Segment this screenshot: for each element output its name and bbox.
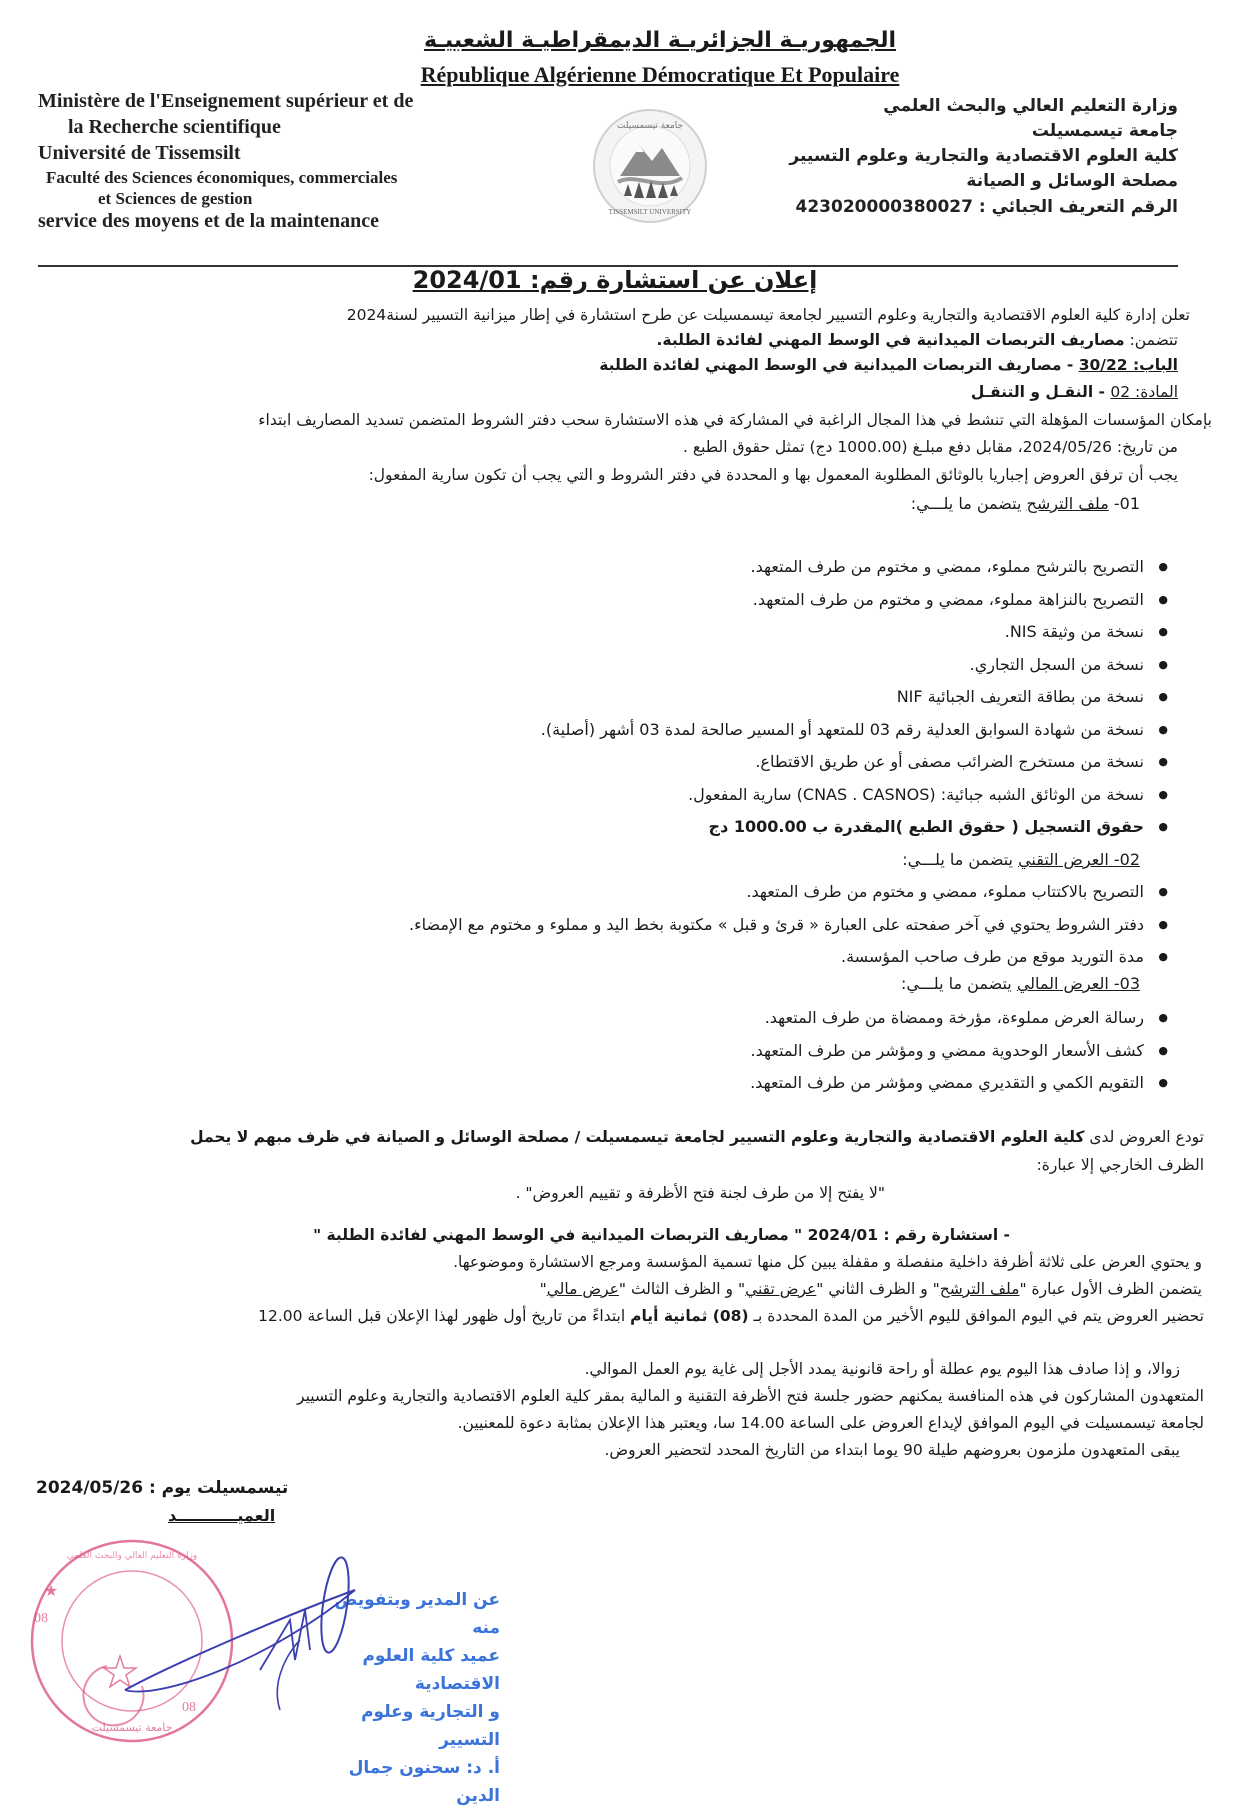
envelope-line7: يبقى المتعهدون ملزمون بعروضهم طيلة 90 يوما ابتداء من التاريخ المحدد لتحضير العروض. bbox=[604, 1441, 1180, 1459]
eligibility-line1: بإمكان المؤسسات المؤهلة التي تنشط في هذا المجال الراغبة في المشاركة في هذه الاستشارة سحب دفتر الشروط المتضمن تسديد المصاريف ابتداء bbox=[258, 411, 1212, 429]
list-item: ● نسخة من وثيقة NIS. bbox=[170, 616, 1170, 649]
list-item: ● كشف الأسعار الوحدوية ممضي و ومؤشر من طرف المتعهد. bbox=[170, 1035, 1170, 1068]
deposit-quote: "لا يفتح إلا من طرف لجنة فتح الأظرفة و تقييم العروض" . bbox=[515, 1184, 885, 1202]
section-03-list bbox=[170, 1002, 1170, 1100]
intro-subject-value: مصاريف التربصات الميدانية في الوسط المهني لفائدة الطلبة. bbox=[656, 331, 1125, 349]
list-item: ● التصريح بالترشح مملوء، ممضي و مختوم من طرف المتعهد. bbox=[170, 551, 1170, 584]
svg-text:جامعة تيسمسيلت: جامعة تيسمسيلت bbox=[91, 1721, 173, 1734]
article-label: المادة: 02 bbox=[1110, 383, 1178, 401]
intro-subject-label: تتضمن: bbox=[1124, 331, 1178, 349]
fr-university: Université de Tissemsilt bbox=[38, 142, 241, 164]
announcement-title: إعلان عن استشارة رقم: 2024/01 bbox=[412, 266, 818, 294]
svg-text:جامعة تيسمسيلت: جامعة تيسمسيلت bbox=[616, 121, 684, 131]
signature-line: عميد كلية العلوم الاقتصادية bbox=[362, 1646, 500, 1694]
list-item: ● حقوق التسجيل ( حقوق الطبع )المقدرة ب 1000.00 دج bbox=[170, 811, 1170, 844]
svg-text:وزارة التعليم العالي والبحث ال: وزارة التعليم العالي والبحث العلمي bbox=[66, 1551, 198, 1561]
list-item: ● رسالة العرض مملوءة، مؤرخة وممضاة من طرف المتعهد. bbox=[170, 1002, 1170, 1035]
intro-subject bbox=[657, 331, 1178, 349]
svg-text:08: 08 bbox=[34, 1611, 48, 1626]
list-item: ● نسخة من السجل التجاري. bbox=[170, 649, 1170, 682]
ar-tax-id: الرقم التعريف الجبائي : 423020000380027 bbox=[795, 197, 1178, 217]
french-republic-title: République Algérienne Démocratique Et Populaire bbox=[420, 62, 900, 87]
section-01-list bbox=[170, 551, 1170, 844]
svg-text:★: ★ bbox=[44, 1583, 59, 1600]
envelope-heading: - استشارة رقم : 2024/01 " مصاريف التربصات الميدانية في الوسط المهني لفائدة الطلبة " bbox=[313, 1226, 1010, 1244]
fr-faculty-line2: et Sciences de gestion bbox=[98, 189, 253, 208]
arabic-republic-title: الجمهوريـة الجزائريـة الديمقراطيـة الشعبيـة bbox=[423, 28, 896, 53]
section-01-heading: 01- ملف الترشح يتضمن ما يلـــي: bbox=[910, 494, 1140, 513]
signature-scribble-icon bbox=[120, 1550, 360, 1720]
chapter-label: الباب: 30/22 bbox=[1078, 356, 1178, 374]
section-02-heading: 02- العرض التقني يتضمن ما يلـــي: bbox=[902, 850, 1140, 869]
section-02-list bbox=[170, 876, 1170, 974]
list-item: ● التصريح بالاكتتاب مملوء، ممضي و مختوم من طرف المتعهد. bbox=[170, 876, 1170, 909]
ar-university: جامعة تيسمسيلت bbox=[1031, 121, 1178, 141]
signature-line: أ. د: سحنون جمال الدين bbox=[348, 1758, 500, 1806]
list-item: ● مدة التوريد موقع من طرف صاحب المؤسسة. bbox=[170, 941, 1170, 974]
envelope-line3: تحضير العروض يتم في اليوم الموافق لليوم الأخير من المدة المحددة بـ (08) ثمانية أيام ابتداءً من تاريخ أول ظهور لهذا الإعلان قبل الساعة 12.00 bbox=[258, 1307, 1204, 1325]
fr-ministry-line1: Ministère de l'Enseignement supérieur et de bbox=[38, 90, 414, 112]
intro-line: تعلن إدارة كلية العلوم الاقتصادية والتجارية وعلوم التسيير لجامعة تيسمسيلت عن طرح استشارة في إطار ميزانية التسيير لسنة2024 bbox=[346, 306, 1190, 324]
envelope-line6: لجامعة تيسمسيلت في اليوم الموافق لإيداع العروض على الساعة 14.00 سا، ويعتبر هذا الإعلان بمثابة دعوة للمعنيين. bbox=[457, 1414, 1204, 1432]
logo-emblem-icon bbox=[590, 106, 710, 226]
list-item: ● نسخة من شهادة السوابق العدلية رقم 03 للمتعهد أو المسير صالحة لمدة 03 أشهر (أصلية). bbox=[170, 714, 1170, 747]
article-line bbox=[971, 383, 1178, 401]
ar-faculty: كلية العلوم الاقتصادية والتجارية وعلوم التسيير bbox=[789, 146, 1178, 166]
ar-service: مصلحة الوسائل و الصيانة bbox=[966, 171, 1178, 191]
fr-service: service des moyens et de la maintenance bbox=[38, 210, 380, 232]
deposit-line1: تودع العروض لدى كلية العلوم الاقتصادية والتجارية وعلوم التسيير لجامعة تيسمسيلت / مصلحة الوسائل و الصيانة في ظرف مبهم لا يحمل bbox=[190, 1128, 1204, 1146]
fr-faculty-line1: Faculté des Sciences économiques, commerciales bbox=[46, 168, 398, 187]
eligibility-line2: من تاريخ: 2024/05/26، مقابل دفع مبلـغ (1000.00 دج) تمثل حقوق الطبع . bbox=[683, 438, 1178, 456]
dean-title: العميـــــــــــد bbox=[168, 1506, 276, 1525]
section-03-heading: 03- العرض المالي يتضمن ما يلـــي: bbox=[900, 974, 1140, 993]
signature-line: عن المدير وبتفويض منه bbox=[334, 1590, 500, 1638]
chapter-line bbox=[599, 356, 1178, 374]
fr-ministry-line2: la Recherche scientifique bbox=[68, 116, 281, 138]
list-item: ● التصريح بالنزاهة مملوء، ممضي و مختوم من طرف المتعهد. bbox=[170, 584, 1170, 617]
university-logo bbox=[590, 106, 710, 226]
envelope-line5: المتعهدون المشاركون في هذه المنافسة يمكنهم حضور جلسة فتح الأظرفة التقنية و المالية بمقر كلية العلوم الاقتصادية والتجارية وعلوم التسيير bbox=[297, 1387, 1204, 1405]
svg-text:TISSEMSILT UNIVERSITY: TISSEMSILT UNIVERSITY bbox=[608, 208, 692, 216]
chapter-text: - مصاريف التربصات الميدانية في الوسط المهني لفائدة الطلبة bbox=[599, 356, 1079, 374]
handwritten-signature bbox=[120, 1550, 360, 1720]
envelope-line2: يتضمن الظرف الأول عبارة "ملف الترشح" و الظرف الثاني "عرض تقني" و الظرف الثالث "عرض مالي" bbox=[539, 1280, 1202, 1298]
list-item: ● نسخة من بطاقة التعريف الجبائية NIF bbox=[170, 681, 1170, 714]
signature-line: و التجارية وعلوم التسيير bbox=[361, 1702, 500, 1750]
article-text: - النقـل و التنقـل bbox=[970, 383, 1111, 401]
envelope-line1: و يحتوي العرض على ثلاثة أظرفة داخلية منفصلة و مقفلة يبين كل منها تسمية المؤسسة ومرجع الاستشارة وموضوعها. bbox=[453, 1253, 1202, 1271]
place-date: تيسمسيلت يوم : 2024/05/26 bbox=[36, 1478, 289, 1498]
list-item: ● دفتر الشروط يحتوي في آخر صفحته على العبارة « قرئ و قبل » مكتوبة بخط اليد و مملوء و مختوم مع الإمضاء. bbox=[170, 909, 1170, 942]
deposit-line2: الظرف الخارجي إلا عبارة: bbox=[1036, 1156, 1204, 1174]
envelope-line4: زوالا، و إذا صادف هذا اليوم يوم عطلة أو راحة قانونية يمدد الأجل إلى غاية يوم العمل الموالي. bbox=[584, 1360, 1180, 1378]
list-item: ● نسخة من الوثائق الشبه جبائية: (CNAS . CASNOS) سارية المفعول. bbox=[170, 779, 1170, 812]
requirements-line: يجب أن ترفق العروض إجباريا بالوثائق المطلوبة المعمول بها و المحددة في دفتر الشروط و التي يجب أن تكون سارية المفعول: bbox=[368, 466, 1178, 484]
ar-ministry: وزارة التعليم العالي والبحث العلمي bbox=[883, 96, 1178, 116]
svg-text:08: 08 bbox=[182, 1700, 196, 1715]
list-item: ● التقويم الكمي و التقديري ممضي ومؤشر من طرف المتعهد. bbox=[170, 1067, 1170, 1100]
list-item: ● نسخة من مستخرج الضرائب مصفى أو عن طريق الاقتطاع. bbox=[170, 746, 1170, 779]
